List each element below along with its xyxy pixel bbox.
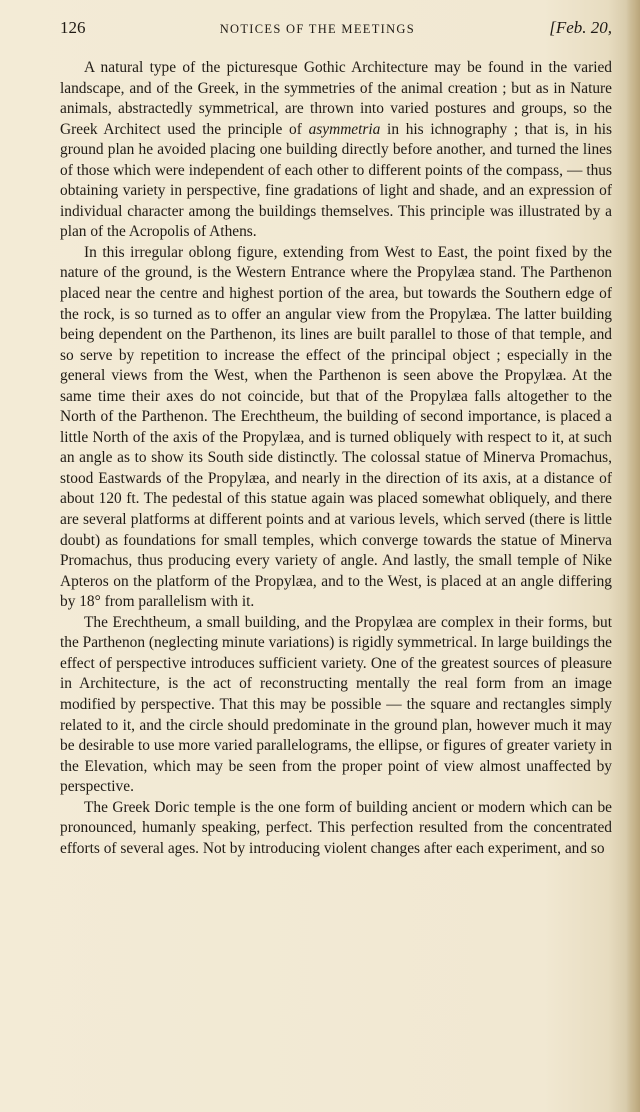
italic-term: asymmetria	[308, 120, 381, 138]
header-date: [Feb. 20,	[549, 18, 612, 37]
paragraph-text: A natural type of the picturesque Gothic Architecture may be found in the varied landscape, and of the Greek, in the symmetries of the animal creation ; but as in Nature animals, abstractedly symmetrical, are thrown into varied postures and groups, so the Greek Architect used the principle of	[60, 59, 612, 138]
paragraph: In this irregular oblong figure, extending from West to East, the point fixed by the nature of the ground, is the Western Entrance where the Propylæa stand. The Parthenon placed near the centre and highest portion of the area, but towards the Southern edge of the rock, is so turned as to offer an angular view from the Propylæa. The latter building being dependent on the Parthenon, its lines are built parallel to those of that temple, and so serve by repetition to increase the effect of the principal object ; especially in the general views from the West, when the Parthenon is seen above the Propylæa. At the same time their axes do not coincide, but that of the Propylæa falls altogether to the North of the Parthenon. The Erechtheum, the building of second importance, is placed a little North of the axis of the Propylæa, and is turned obliquely with respect to it, at such an angle as to show its South side distinctly. The colossal statue of Minerva Promachus, stood Eastwards of the Propylæa, and nearly in the direction of its axis, at a distance of about 120 ft. The pedestal of this statue again was placed somewhat obliquely, and there are several platforms at different points and at various levels, which served (there is little doubt) as foundations for small temples, which converge towards the statue of Minerva Promachus, thus producing every variety of angle. And lastly, the small temple of Nike Apteros on the platform of the Propylæa, and to the West, is placed at an angle differing by 18° from parallelism with it.	[60, 243, 612, 611]
running-header	[60, 18, 612, 42]
page-edge-shadow	[626, 0, 640, 1112]
page-body	[60, 58, 612, 859]
paragraph-text: in his ichnography ; that is, in his ground plan he avoided placing one building directly before another, and turned the lines of those which were independent of each other to different points of the compass, — thus obtaining variety in perspective, fine gradations of light and shade, and an expression of individual character among the buildings themselves. This principle was illustrated by a plan of the Acropolis of Athens.	[60, 120, 612, 241]
paragraph	[60, 58, 612, 243]
page-number: 126	[60, 18, 86, 37]
paragraph: The Greek Doric temple is the one form of building ancient or modern which can be pronounced, humanly speaking, perfect. This perfection resulted from the concentrated efforts of several ages. Not by introducing violent changes after each experiment, and so	[60, 798, 612, 857]
running-title: NOTICES OF THE MEETINGS	[219, 22, 415, 36]
paragraph: The Erechtheum, a small building, and the Propylæa are complex in their forms, but the Parthenon (neglecting minute variations) is rigidly symmetrical. In large buildings the effect of perspective introduces sufficient variety. One of the greatest sources of pleasure in Architecture, is the act of reconstructing mentally the real form from an image modified by perspective. That this may be possible — the square and rectangles simply related to it, and the circle should predominate in the ground plan, however much it may be desirable to use more varied parallelograms, the ellipse, or figures of greater variety in the Elevation, which may be seen from the proper point of view almost unaffected by perspective.	[60, 613, 612, 796]
